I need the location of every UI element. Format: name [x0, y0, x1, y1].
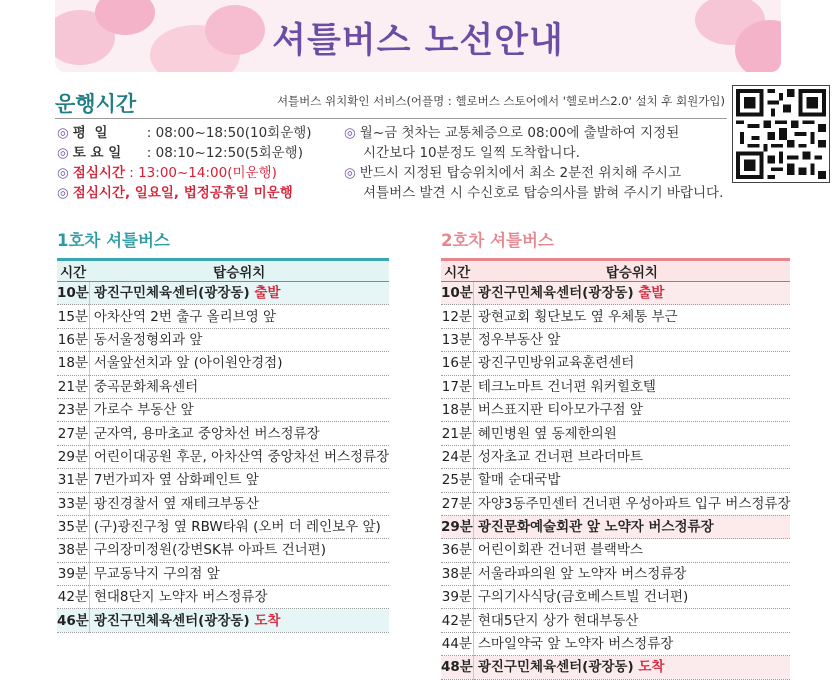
- stop-location-cell: [89, 515, 389, 538]
- stop-location-cell: [89, 422, 389, 445]
- bullet-icon: ◎: [57, 145, 69, 161]
- stop-location: 현대8단지 노약자 버스정류장: [93, 589, 268, 606]
- stop-location: 혜민병원 옆 동제한의원: [477, 425, 617, 442]
- qr-code[interactable]: [732, 85, 830, 183]
- operating-hours-heading: 운행시간: [55, 92, 137, 116]
- stop-location: 서울앞선치과 앞 (아이원안경점): [93, 355, 283, 372]
- stop-location: 어린이회관 건너편 블랙박스: [477, 542, 643, 559]
- stop-location: (구)광진구청 옆 RBW타워 (오버 더 레인보우 앞): [93, 519, 381, 536]
- stop-location-cell: [473, 328, 790, 351]
- stop-location-cell: [473, 586, 790, 609]
- table-row: [57, 375, 389, 398]
- stop-location-cell: [473, 562, 790, 585]
- stop-status-tag: 출발: [254, 285, 281, 302]
- app-service-note: 셔틀버스 위치확인 서비스(어플명 : 헬로버스 스토어에서 '헬로버스2.0' 설치 후 회원가입): [276, 94, 725, 108]
- stop-location-cell: [89, 352, 389, 375]
- table-row: [57, 328, 389, 351]
- stop-location-cell: [473, 398, 790, 421]
- route-2-title: 2호차 셔틀버스: [441, 231, 554, 250]
- route-1-rows: [57, 282, 389, 633]
- stop-location-cell: [473, 492, 790, 515]
- note-2-text: 반드시 지정된 탑승위치에서 최소 2분전 위치해 주시고: [359, 165, 682, 181]
- column-header-time: 시간: [57, 260, 89, 282]
- stop-location-cell: [473, 469, 790, 492]
- stop-time: 16분: [441, 352, 473, 375]
- stop-location-cell: [473, 305, 790, 328]
- stop-time: 23분: [57, 398, 89, 421]
- page-title: 셔틀버스 노선안내: [272, 21, 564, 61]
- weekday-label: 평 일: [72, 125, 110, 141]
- stop-location: 광현교회 횡단보도 옆 우체통 부근: [477, 308, 678, 325]
- note-1-line-2: 시간보다 10분정도 일찍 도착합니다.: [363, 145, 580, 161]
- stop-time: 12분: [441, 305, 473, 328]
- stop-location-cell: [89, 375, 389, 398]
- stop-location-cell: [473, 445, 790, 468]
- stop-location: 서울라파의원 앞 노약자 버스정류장: [477, 565, 687, 582]
- stop-time: 27분: [57, 422, 89, 445]
- table-row: [57, 305, 389, 328]
- note-1-line-1: [344, 123, 734, 143]
- stop-time: 48분: [441, 656, 473, 679]
- operation-notes: [344, 123, 734, 203]
- stop-location: 정우부동산 앞: [477, 331, 561, 348]
- stop-location: 할매 순대국밥: [477, 472, 561, 489]
- table-row: [57, 492, 389, 515]
- stop-location-cell: [89, 328, 389, 351]
- table-header: [57, 260, 389, 282]
- table-row: [57, 352, 389, 375]
- stop-time: 10분: [57, 282, 89, 305]
- table-row: [441, 282, 790, 305]
- stop-location-cell: [473, 539, 790, 562]
- table-row: [441, 469, 790, 492]
- stop-location: 광진구민체육센터(광장동): [93, 285, 250, 302]
- closed-days-text: 점심시간, 일요일, 법정공휴일 미운행: [72, 185, 293, 201]
- lunch-value: : 13:00~14:00(미운행): [129, 165, 277, 181]
- table-row: [57, 586, 389, 609]
- stop-time: 24분: [441, 445, 473, 468]
- stop-location: 무교동낙지 구의점 앞: [93, 565, 220, 582]
- closed-days-note: [57, 183, 357, 203]
- stop-location-cell: [89, 609, 389, 632]
- stop-location: 광진경찰서 옆 재테크부동산: [93, 495, 259, 512]
- column-header-place: 탑승위치: [89, 260, 389, 282]
- stop-time: 42분: [57, 586, 89, 609]
- table-row: [57, 398, 389, 421]
- stop-time: 17분: [441, 375, 473, 398]
- route-2-rows: [441, 282, 790, 680]
- saturday-label: 토 요 일: [72, 145, 122, 161]
- table-row: [441, 305, 790, 328]
- stop-location: 자양3동주민센터 건너편 우성아파트 입구 버스정류장: [477, 495, 791, 512]
- stop-location: 아차산역 2번 출구 올리브영 앞: [93, 308, 277, 325]
- saturday-value: : 08:10~12:50(5회운행): [146, 145, 303, 161]
- stop-location: 광진구민체육센터(광장동): [93, 612, 250, 629]
- stop-location: 구의장미정원(강변SK뷰 아파트 건너편): [93, 542, 326, 559]
- bullet-icon: ◎: [344, 125, 356, 141]
- stop-location-cell: [473, 282, 790, 305]
- header-banner: [55, 0, 781, 72]
- stop-location: 군자역, 용마초교 중앙차선 버스정류장: [93, 425, 320, 442]
- note-1-text: 월~금 첫차는 교통체증으로 08:00에 출발하여 지정된: [359, 125, 680, 141]
- table-row: [441, 422, 790, 445]
- stop-location-cell: [89, 305, 389, 328]
- stop-location-cell: [473, 375, 790, 398]
- stop-time: 39분: [57, 562, 89, 585]
- table-row: [57, 469, 389, 492]
- table-row: [441, 328, 790, 351]
- weekday-hours: [57, 123, 357, 143]
- bullet-icon: ◎: [57, 165, 69, 181]
- stop-time: 18분: [441, 398, 473, 421]
- stop-location: 가로수 부동산 앞: [93, 402, 194, 419]
- table-row: [441, 375, 790, 398]
- table-row: [57, 282, 389, 305]
- stop-location-cell: [473, 352, 790, 375]
- table-row: [57, 515, 389, 538]
- stop-time: 31분: [57, 469, 89, 492]
- section-divider: [55, 118, 727, 119]
- stop-time: 21분: [57, 375, 89, 398]
- stop-location: 테크노마트 건너편 워커힐호텔: [477, 378, 656, 395]
- table-row: [441, 562, 790, 585]
- stop-location-cell: [89, 562, 389, 585]
- table-row: [441, 656, 790, 679]
- stop-location: 7번가피자 옆 삼화페인트 앞: [93, 472, 259, 489]
- stop-location: 스마일약국 앞 노약자 버스정류장: [477, 636, 674, 653]
- stop-time: 35분: [57, 515, 89, 538]
- stop-time: 21분: [441, 422, 473, 445]
- stop-location: 구의기사식당(금호베스트빌 건너편): [477, 589, 689, 606]
- stop-location: 어린이대공원 후문, 아차산역 중앙차선 버스정류장: [93, 448, 390, 465]
- stop-time: 39분: [441, 586, 473, 609]
- stop-location-cell: [89, 492, 389, 515]
- stop-time: 42분: [441, 609, 473, 632]
- stop-location-cell: [89, 445, 389, 468]
- stop-location: 광진구민체육센터(광장동): [477, 285, 634, 302]
- table-row: [441, 515, 790, 538]
- stop-location: 버스표지판 티아모가구점 앞: [477, 402, 643, 419]
- stop-time: 18분: [57, 352, 89, 375]
- route-2-table: [441, 258, 790, 680]
- stop-location: 성자초교 건너편 브라더마트: [477, 448, 643, 465]
- saturday-hours: [57, 143, 357, 163]
- bullet-icon: ◎: [57, 125, 69, 141]
- stop-time: 44분: [441, 632, 473, 655]
- stop-time: 25분: [441, 469, 473, 492]
- column-header-place: 탑승위치: [473, 260, 790, 282]
- table-row: [441, 632, 790, 655]
- route-1-title: 1호차 셔틀버스: [57, 231, 170, 250]
- stop-location-cell: [89, 282, 389, 305]
- stop-location-cell: [473, 422, 790, 445]
- note-2-line-2: 셔틀버스 발견 시 수신호로 탑승의사를 밝혀 주시기 바랍니다.: [363, 185, 724, 201]
- table-row: [57, 422, 389, 445]
- stop-location: 동서울정형외과 앞: [93, 331, 203, 348]
- table-header: [441, 260, 790, 282]
- stop-time: 27분: [441, 492, 473, 515]
- table-row: [441, 586, 790, 609]
- stop-status-tag: 도착: [254, 612, 281, 629]
- lunch-hours: [57, 163, 357, 183]
- stop-time: 29분: [441, 515, 473, 538]
- table-row: [441, 539, 790, 562]
- stop-location-cell: [89, 398, 389, 421]
- table-row: [441, 492, 790, 515]
- stop-location: 광진구민체육센터(광장동): [477, 659, 634, 676]
- note-2-line-1: [344, 163, 734, 183]
- stop-location: 현대5단지 상가 현대부동산: [477, 612, 639, 629]
- stop-time: 29분: [57, 445, 89, 468]
- table-row: [441, 352, 790, 375]
- stop-location: 광진구민방위교육훈련센터: [477, 355, 635, 372]
- bullet-icon: ◎: [57, 185, 69, 201]
- stop-status-tag: 도착: [638, 659, 665, 676]
- stop-location-cell: [89, 586, 389, 609]
- operating-hours-list: [57, 123, 357, 203]
- stop-time: 36분: [441, 539, 473, 562]
- bullet-icon: ◎: [344, 165, 356, 181]
- stop-location-cell: [473, 515, 790, 538]
- route-1-table: [57, 258, 389, 633]
- stop-location: 광진문화예술회관 앞 노약자 버스정류장: [477, 519, 714, 536]
- table-row: [441, 445, 790, 468]
- stop-location: 중곡문화체육센터: [93, 378, 199, 395]
- stop-location-cell: [89, 539, 389, 562]
- stop-location-cell: [473, 609, 790, 632]
- table-row: [441, 398, 790, 421]
- stop-time: 38분: [57, 539, 89, 562]
- stop-time: 46분: [57, 609, 89, 632]
- column-header-time: 시간: [441, 260, 473, 282]
- stop-location-cell: [89, 469, 389, 492]
- stop-status-tag: 출발: [638, 285, 665, 302]
- stop-time: 38분: [441, 562, 473, 585]
- stop-location-cell: [473, 632, 790, 655]
- weekday-value: : 08:00~18:50(10회운행): [146, 125, 312, 141]
- table-row: [57, 539, 389, 562]
- table-row: [57, 562, 389, 585]
- stop-time: 33분: [57, 492, 89, 515]
- table-row: [57, 609, 389, 632]
- table-row: [441, 609, 790, 632]
- lunch-label: 점심시간: [72, 165, 125, 181]
- stop-time: 15분: [57, 305, 89, 328]
- stop-time: 16분: [57, 328, 89, 351]
- stop-time: 13분: [441, 328, 473, 351]
- stop-location-cell: [473, 656, 790, 679]
- table-row: [57, 445, 389, 468]
- stop-time: 10분: [441, 282, 473, 305]
